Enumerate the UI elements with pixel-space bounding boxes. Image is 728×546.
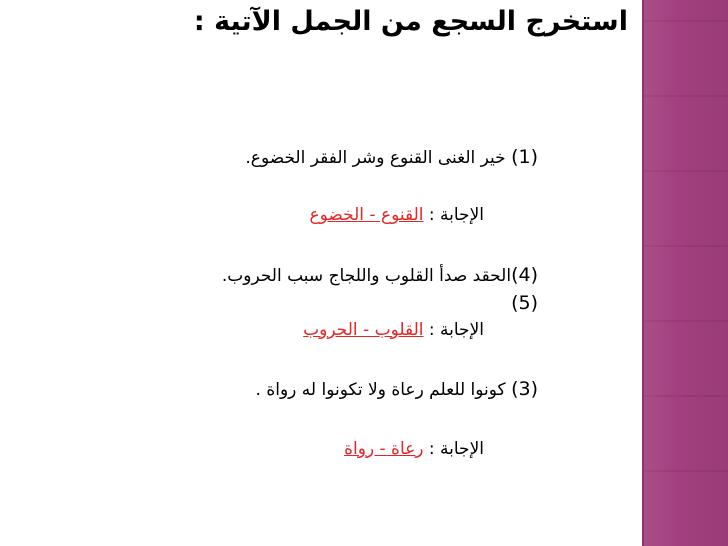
item-3-answer-line <box>224 436 484 462</box>
item-2-answer-value: القلوب - الحروب <box>303 320 424 340</box>
slide-title: استخرج السجع من الجمل الآتية : <box>193 6 628 37</box>
item-3-number: (3) <box>511 378 538 400</box>
item-2-extra-number: (5) <box>511 292 538 314</box>
item-2-sentence: الحقد صدأ القلوب واللجاج سبب الحروب. <box>221 266 512 286</box>
item-1-answer-line <box>224 202 484 228</box>
item-2-answer-line <box>224 317 484 343</box>
item-1-answer-value: القنوع - الخضوع <box>309 205 424 225</box>
side-strip-edge <box>642 0 644 546</box>
item-2-number: (4) <box>511 264 538 286</box>
item-2-answer-label: الإجابة : <box>423 320 484 340</box>
item-1-number: (1) <box>511 146 538 168</box>
item-1-sentence: خير الغنى القنوع وشر الفقر الخضوع. <box>245 148 506 168</box>
item-1-answer-label: الإجابة : <box>423 205 484 225</box>
item-3-answer-value: رعاة - رواة <box>344 439 424 459</box>
item-3-answer-label: الإجابة : <box>423 439 484 459</box>
item-3-sentence: كونوا للعلم رعاة ولا تكونوا له رواة . <box>255 380 506 400</box>
item-1-sentence-line <box>178 144 538 171</box>
item-2-sentence-line <box>178 262 538 289</box>
item-3-sentence-line <box>178 376 538 403</box>
decorative-side-strip <box>644 0 728 546</box>
